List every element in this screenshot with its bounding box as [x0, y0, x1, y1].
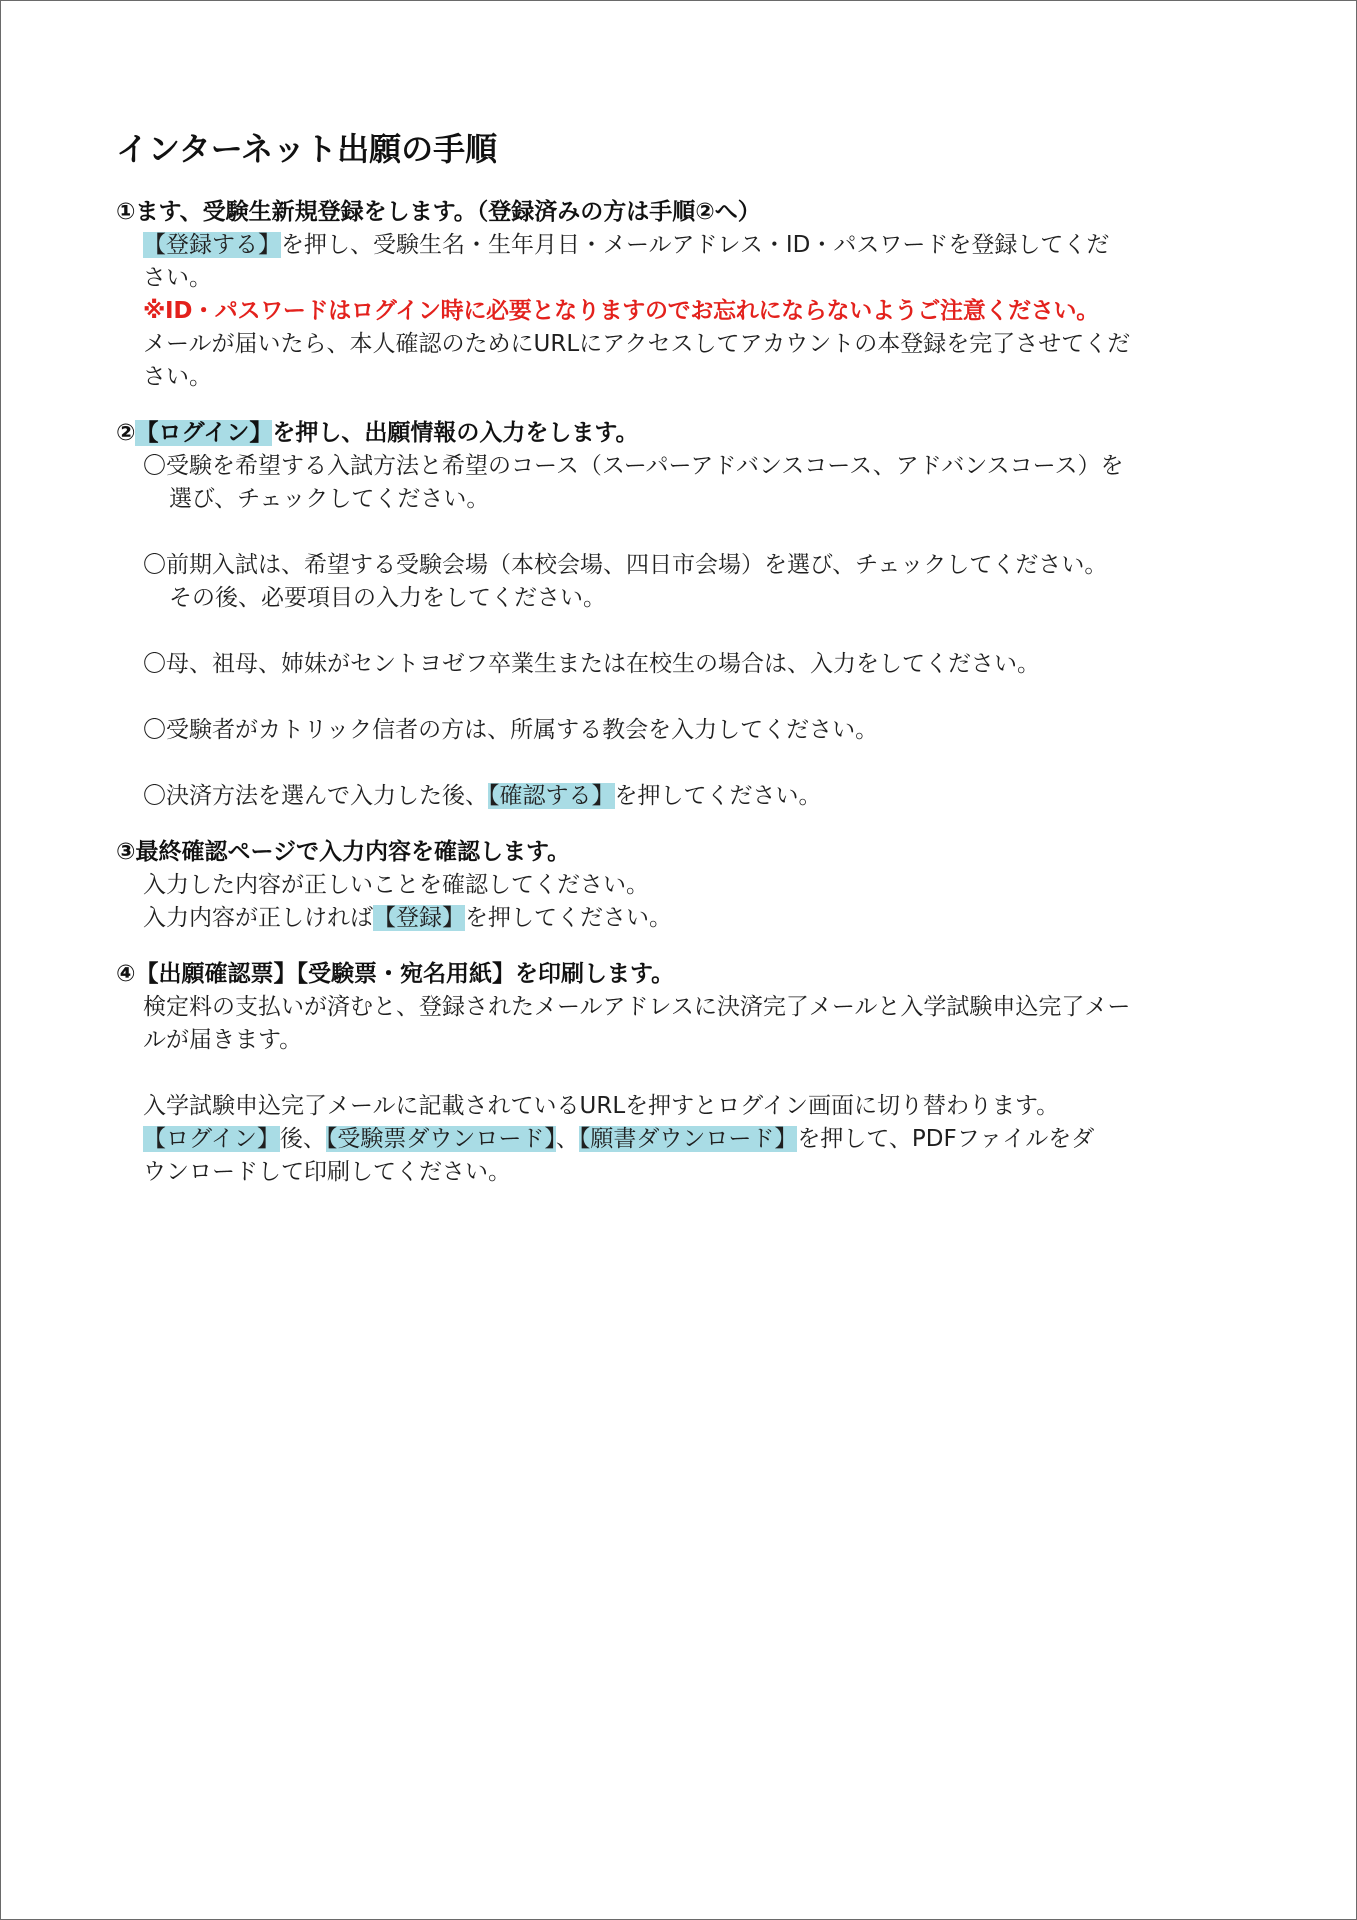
bullet-2-line-2: その後、必要項目の入力をしてください。 — [169, 585, 606, 611]
step-4-para-1-line-1: 検定料の支払いが済むと、登録されたメールアドレスに決済完了メールと入学試験申込完了メー — [143, 994, 1131, 1020]
step-3-line-2-post: を押してください。 — [465, 905, 672, 931]
step-1-instruction-text: を押し、受験生名・生年月日・メールアドレス・ID・パスワードを登録してくだ — [281, 232, 1110, 258]
step-1-heading: ①ます、受験生新規登録をします。（登録済みの方は手順②へ） — [116, 199, 761, 225]
login-button-label: 【ログイン】 — [135, 420, 273, 446]
step-2-number: ② — [116, 420, 136, 446]
step-4-para-2-line-3: ウンロードして印刷してください。 — [143, 1159, 511, 1185]
list-item — [143, 549, 1228, 615]
step-1-section — [116, 195, 1228, 394]
step-3-line-1: 入力した内容が正しいことを確認してください。 — [143, 872, 649, 898]
list-item — [143, 714, 1228, 747]
id-password-warning: ※ID・パスワードはログイン時に必要となりますのでお忘れにならないようご注意ください。 — [143, 298, 1099, 324]
separator-text: 、 — [555, 1126, 579, 1152]
bullet-1-line-2: 選び、チェックしてください。 — [169, 486, 490, 512]
register-button-label: 【登録する】 — [143, 232, 281, 258]
application-download-button-label: 【願書ダウンロード】 — [578, 1126, 798, 1152]
step-2-heading-text: を押し、出願情報の入力をします。 — [272, 420, 639, 446]
step-2-section — [116, 416, 1228, 813]
step-2-heading — [116, 416, 1228, 450]
list-item — [143, 450, 1228, 516]
bullet-5-text-post: を押してください。 — [614, 783, 822, 809]
step-1-body — [116, 229, 1228, 394]
step-3-body — [116, 869, 1228, 935]
confirm-button-label: 【確認する】 — [488, 783, 615, 809]
step-4-para-2-line-1: 入学試験申込完了メールに記載されているURLを押すとログイン画面に切り替わります。 — [143, 1093, 1060, 1119]
step-4-body — [116, 991, 1228, 1189]
step-3-heading: ③最終確認ページで入力内容を確認します。 — [116, 839, 571, 865]
step-3-line-2-pre: 入力内容が正しければ — [143, 905, 373, 931]
step-3-section — [116, 835, 1228, 935]
step-1-mail-line: メールが届いたら、本人確認のためにURLにアクセスしてアカウントの本登録を完了させてくだ — [143, 331, 1131, 357]
bullet-1-line-1: 〇受験を希望する入試方法と希望のコース（スーパーアドバンスコース、アドバンスコース）を — [143, 453, 1124, 479]
bullet-5-text-pre: 〇決済方法を選んで入力した後、 — [143, 783, 488, 809]
list-item — [143, 780, 1228, 813]
final-register-button-label: 【登録】 — [373, 905, 465, 931]
step-4-para-2-line-2 — [143, 1123, 1228, 1156]
step-4-heading: ④【出願確認票】【受験票・宛名用紙】を印刷します。 — [116, 961, 675, 987]
step-1-instruction-wrap: さい。 — [143, 265, 212, 291]
bullet-3: 〇母、祖母、姉妹がセントヨゼフ卒業生または在校生の場合は、入力をしてください。 — [143, 651, 1040, 677]
document-content — [116, 125, 1228, 1189]
step-1-mail-line-wrap: さい。 — [143, 364, 212, 390]
step-4-section — [116, 957, 1228, 1189]
step-1-instruction — [143, 229, 1228, 262]
page-title: インターネット出願の手順 — [116, 130, 498, 168]
step-2-body — [116, 450, 1228, 813]
bullet-2-line-1: 〇前期入試は、希望する受験会場（本校会場、四日市会場）を選び、チェックしてください。 — [143, 552, 1108, 578]
after-download-text: を押して、PDFファイルをダ — [797, 1126, 1095, 1152]
bullet-4: 〇受験者がカトリック信者の方は、所属する教会を入力してください。 — [143, 717, 879, 743]
after-login-text: 後、 — [279, 1126, 326, 1152]
ticket-download-button-label: 【受験票ダウンロード】 — [325, 1126, 556, 1152]
step-4-para-1-line-2: ルが届きます。 — [143, 1027, 303, 1053]
bullet-5 — [143, 780, 1228, 813]
login-button-label-2: 【ログイン】 — [143, 1126, 280, 1152]
list-item — [143, 648, 1228, 681]
step-3-line-2 — [143, 902, 1228, 935]
